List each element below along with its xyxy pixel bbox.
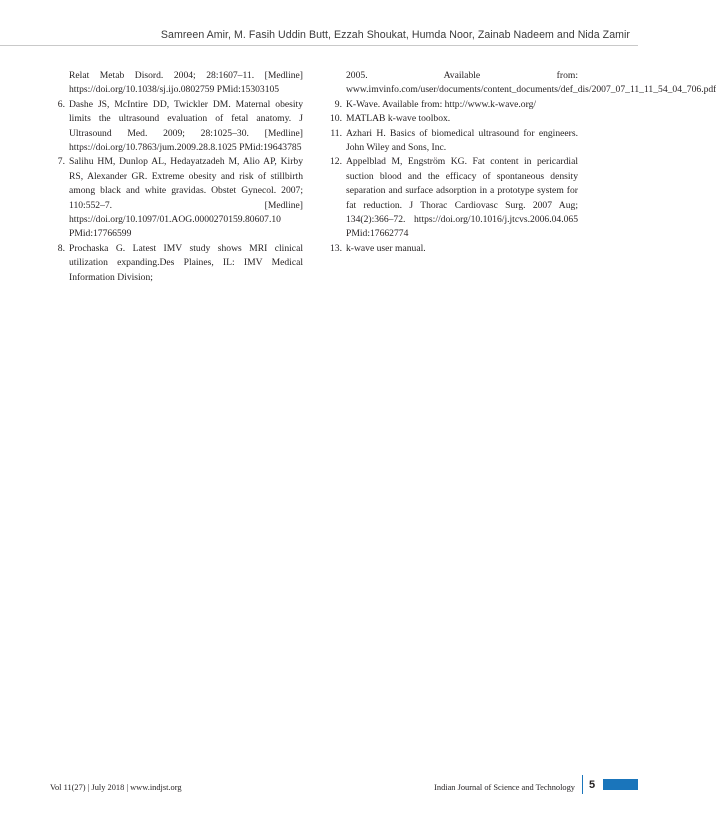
reference-text: Relat Metab Disord. 2004; 28:1607–11. [Medline] https://doi.org/10.1038/sj.ijo.0802759 PMid:15303105 [69,70,303,96]
reference-number: 10. [330,113,342,125]
reference-number: 6. [57,98,65,110]
reference-text: Dashe JS, McIntire DD, Twickler DM. Maternal obesity limits the ultrasound evaluation of fetal anatomy. J Ultrasound Med. 2009; 28:1025–30. [Medline] https://doi.org/10.7863/jum.2009.28.8.1025 PMid:19643785 [69,98,303,154]
reference-number: 12. [330,156,342,168]
reference-text: Azhari H. Basics of biomedical ultrasound for engineers. John Wiley and Sons, Inc. [346,127,578,154]
reference-number: 9. [334,98,342,110]
reference-number: 7. [57,156,65,168]
reference-item [327,242,578,256]
reference-text: K-Wave. Available from: http://www.k-wave.org/ [346,98,537,110]
reference-number: 8. [57,242,65,254]
reference-item [327,127,578,156]
reference-text: k-wave user manual. [346,242,426,254]
reference-text: Salihu HM, Dunlop AL, Hedayatzadeh M, Alio AP, Kirby RS, Alexander GR. Extreme obesity and risk of stillbirth among black and white gravidas. Obstet Gynecol. 2007; 110:552–7. [Medline] https://doi.org/10.1097/01.AOG.0000270159.80607.10 PMid:17766599 [69,156,303,240]
footer-accent-bar [603,779,638,790]
references-column-left [50,69,303,285]
reference-item [50,155,303,241]
page-number: 5 [589,779,596,791]
reference-item [327,98,578,112]
reference-number: 13. [330,242,342,254]
footer-journal-info: Vol 11(27) | July 2018 | www.indjst.org [50,783,182,792]
header-divider [0,45,638,46]
reference-item [50,98,303,156]
reference-item [50,242,303,285]
reference-text: Appelblad M, Engström KG. Fat content in pericardial suction blood and the efficacy of spontaneous density separation and surface adsorption in a prototype system for fat reduction. J Thorac Cardiovasc Surg. 2007 Aug; 134(2):366–72. https://doi.org/10.1016/j.jtcvs.2006.04.065 PMid:17662774 [346,156,578,240]
references-column-right [327,69,716,256]
reference-item [50,69,303,98]
reference-text: Prochaska G. Latest IMV study shows MRI clinical utilization expanding.Des Plaines, IL: IMV Medical Information Division; [69,242,303,283]
reference-item [327,112,578,126]
footer-separator [582,775,583,794]
header-authors: Samreen Amir, M. Fasih Uddin Butt, Ezzah Shoukat, Humda Noor, Zainab Nadeem and Nida Zamir [160,29,630,41]
reference-number: 11. [330,127,342,139]
reference-text: 2005. Available from: www.imvinfo.com/user/documents/content_documents/def_dis/2007_07_11_11_54_04_706.pdf [346,70,716,96]
reference-item [327,155,578,241]
reference-text: MATLAB k-wave toolbox. [346,113,451,125]
footer-journal-title: Indian Journal of Science and Technology [434,783,575,792]
running-header [0,0,638,52]
reference-item [327,69,716,98]
